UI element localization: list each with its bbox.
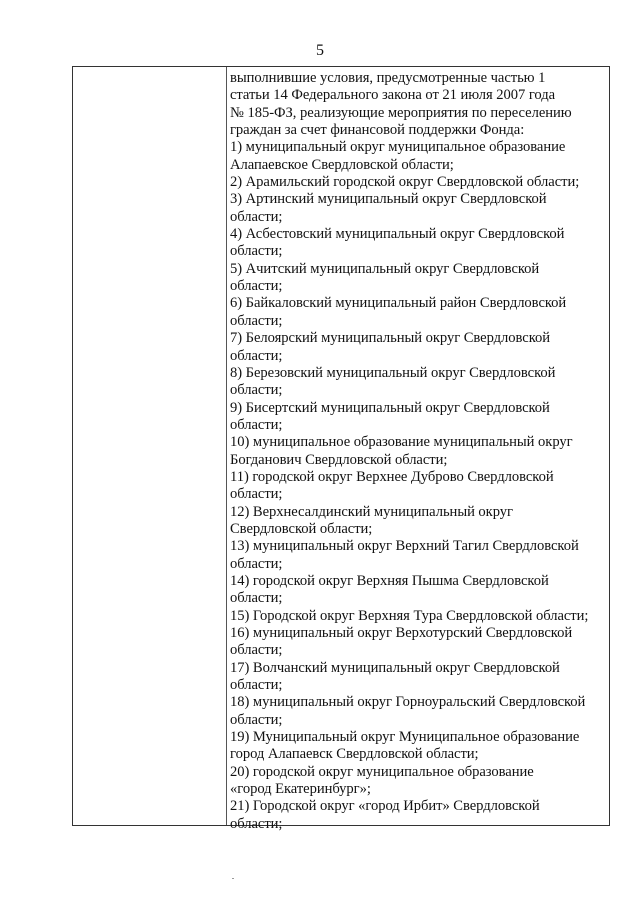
list-item-line: области; <box>230 711 283 728</box>
list-item-line: области; <box>230 382 283 399</box>
list-item-line: Свердловской области; <box>230 520 373 537</box>
list-item <box>230 226 609 261</box>
list-item-line: Алапаевское Свердловской области; <box>230 156 454 173</box>
list-item-line: области; <box>230 555 283 572</box>
list-item-line: 11) городской округ Верхнее Дуброво Свердловской <box>230 468 554 485</box>
list-item-line: 18) муниципальный округ Горноуральский Свердловской <box>230 694 586 711</box>
list-item-line: 9) Бисертский муниципальный округ Свердловской <box>230 399 550 416</box>
page-number: 5 <box>316 42 324 59</box>
list-item-line: области; <box>230 312 283 329</box>
list-item <box>230 295 609 330</box>
list-item <box>230 504 609 539</box>
list-item-line: области; <box>230 642 283 659</box>
list-item-line: области; <box>230 677 283 694</box>
list-item <box>230 261 609 296</box>
document-table <box>72 66 610 832</box>
list-item-line: 17) Волчанский муниципальный округ Свердловской <box>230 659 560 676</box>
intro-line: граждан за счет финансовой поддержки Фонда: <box>230 122 525 139</box>
list-item-line: 5) Ачитский муниципальный округ Свердловской <box>230 260 540 277</box>
intro-line: № 185-ФЗ, реализующие мероприятия по переселению <box>230 104 572 121</box>
list-item <box>230 174 609 191</box>
list-item <box>230 469 609 504</box>
list-item-line: 19) Муниципальный округ Муниципальное образование <box>230 729 580 746</box>
list-item-line: области; <box>230 590 283 607</box>
list-item-line: 7) Белоярский муниципальный округ Свердловской <box>230 330 550 347</box>
list-item-line: 1) муниципальный округ муниципальное образование <box>230 139 566 156</box>
list-item-line: город Алапаевск Свердловской области; <box>230 746 479 763</box>
list-item-line: 15) Городской округ Верхняя Тура Свердловской области; <box>230 607 589 624</box>
list-item <box>230 191 609 226</box>
list-item <box>230 365 609 400</box>
list-item <box>230 625 609 660</box>
list-item-line: 13) муниципальный округ Верхний Тагил Свердловской <box>230 538 579 555</box>
list-item-line: 21) Городской округ «город Ирбит» Свердловской <box>230 798 540 815</box>
list-item-line: области; <box>230 208 283 225</box>
list-item-line: области; <box>230 243 283 260</box>
intro-paragraph <box>230 70 609 139</box>
list-item <box>230 608 609 625</box>
list-item-line: 12) Верхнесалдинский муниципальный округ <box>230 503 513 520</box>
list-item-line: 6) Байкаловский муниципальный район Свердловской <box>230 295 567 312</box>
list-item <box>230 798 609 833</box>
list-item-line: 2) Арамильский городской округ Свердловской области; <box>230 174 580 191</box>
list-item-line: области; <box>230 815 283 832</box>
list-item-line: 3) Артинский муниципальный округ Свердловской <box>230 191 547 208</box>
list-item <box>230 764 609 799</box>
list-item-line: 10) муниципальное образование муниципальный округ <box>230 434 573 451</box>
scan-artifact-dot <box>232 878 234 879</box>
list-item-line: «город Екатеринбург»; <box>230 781 371 798</box>
list-item-line: области; <box>230 347 283 364</box>
list-item-line: области; <box>230 278 283 295</box>
list-item <box>230 573 609 608</box>
list-item <box>230 400 609 435</box>
list-item <box>230 139 609 174</box>
list-item-line: 14) городской округ Верхняя Пышма Свердловской <box>230 572 549 589</box>
list-item-line: 8) Березовский муниципальный округ Свердловской <box>230 364 556 381</box>
list-item-line: 4) Асбестовский муниципальный округ Свердловской <box>230 226 565 243</box>
list-item-line: Богданович Свердловской области; <box>230 451 448 468</box>
list-item <box>230 660 609 695</box>
list-item-line: 20) городской округ муниципальное образование <box>230 763 534 780</box>
list-item <box>230 434 609 469</box>
list-item <box>230 538 609 573</box>
intro-line: выполнившие условия, предусмотренные частью 1 <box>230 70 546 86</box>
list-item-line: 16) муниципальный округ Верхотурский Свердловской <box>230 625 573 641</box>
municipality-list <box>230 139 609 833</box>
list-item <box>230 330 609 365</box>
table-right-cell <box>228 67 609 832</box>
list-item-line: области; <box>230 486 283 503</box>
intro-line: статьи 14 Федерального закона от 21 июля 2007 года <box>230 87 556 104</box>
table-left-cell <box>73 67 227 825</box>
list-item <box>230 729 609 764</box>
list-item <box>230 694 609 729</box>
list-item-line: области; <box>230 416 283 433</box>
